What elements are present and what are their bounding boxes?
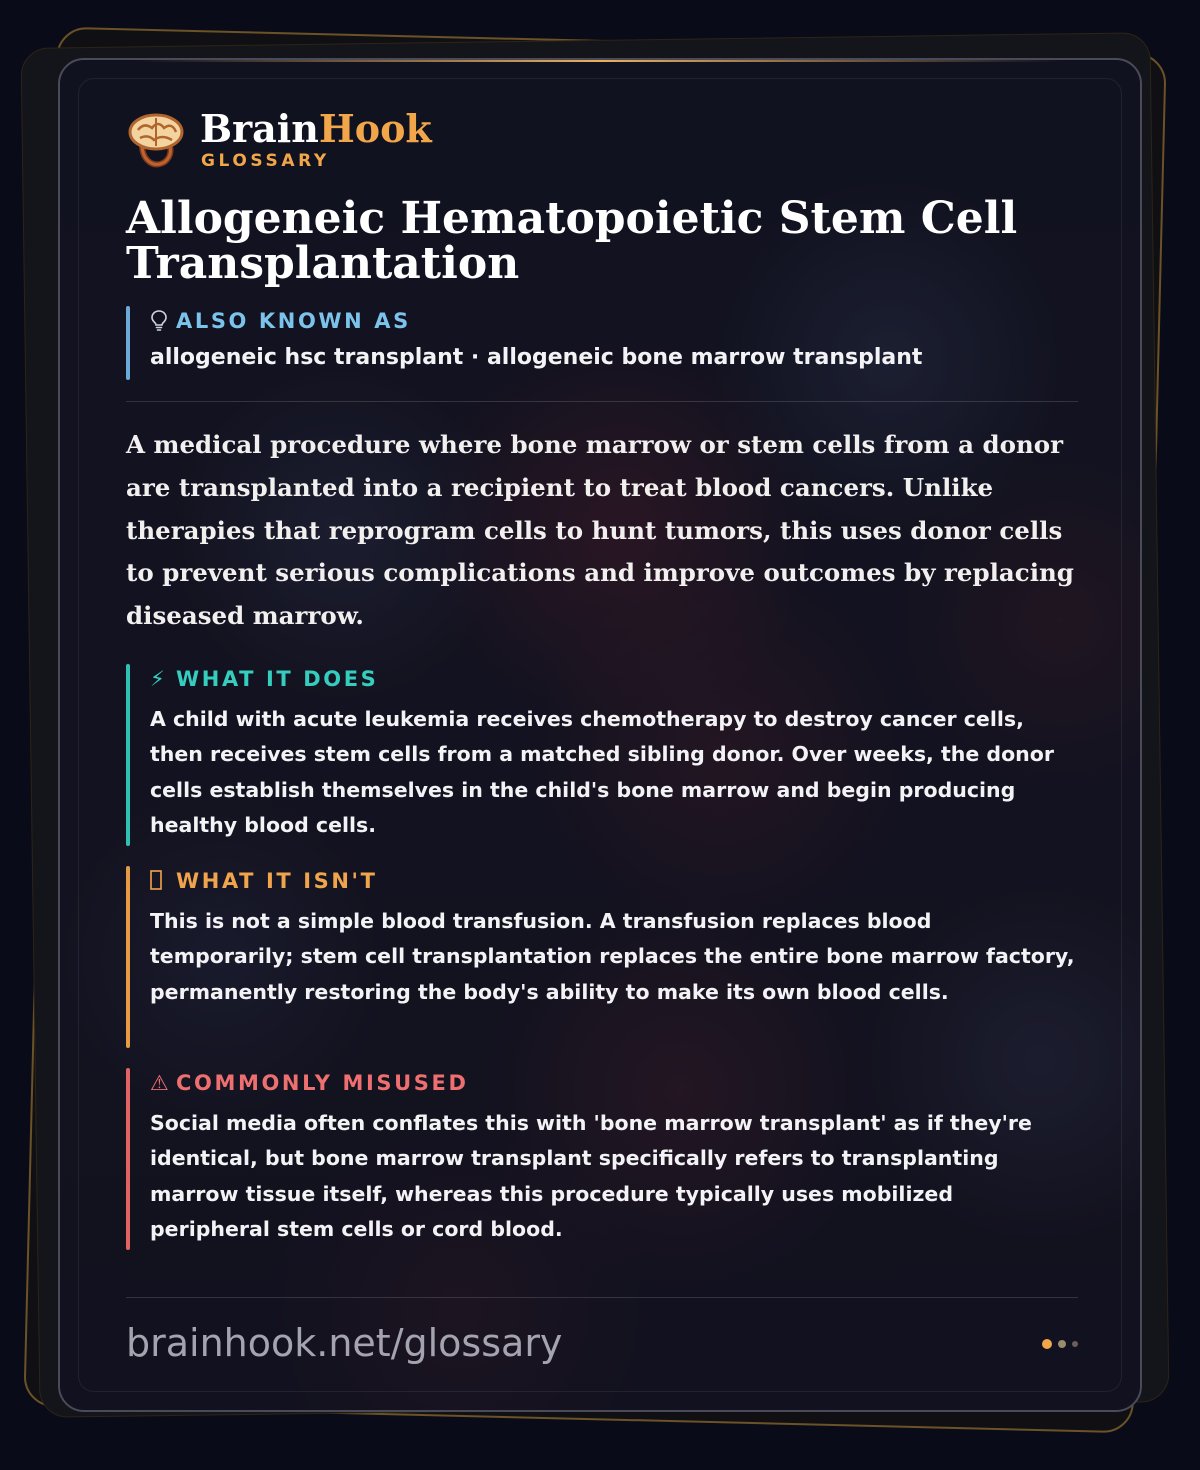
card-top-accent-line	[140, 60, 1060, 62]
what-it-isnt-heading	[150, 866, 1078, 896]
commonly-misused-text: Social media often conflates this with 'bone marrow transplant' as if they're identical, but bone marrow transplant specifically refers to transplanting marrow tissue itself, whereas this procedure typically uses mobilized peripheral stem cells or cord blood.	[150, 1111, 1032, 1241]
also-known-as-heading-text: ALSO KNOWN AS	[176, 309, 411, 333]
brand-name-brain: Brain	[200, 106, 319, 151]
commonly-misused-heading-text: COMMONLY MISUSED	[176, 1071, 469, 1095]
also-known-as-accent-bar	[126, 306, 130, 380]
header-divider	[126, 401, 1078, 402]
lightbulb-icon	[150, 306, 176, 336]
what-it-isnt-heading-text: WHAT IT ISN'T	[176, 869, 378, 893]
commonly-misused-heading	[150, 1068, 1078, 1098]
what-it-does-section	[126, 664, 1078, 846]
lightning-icon: ⚡	[150, 667, 168, 691]
warning-icon: ⚠	[150, 1071, 172, 1095]
what-it-does-accent-bar	[126, 664, 130, 846]
also-known-as-heading	[150, 306, 1078, 336]
term-definition: A medical procedure where bone marrow or stem cells from a donor are transplanted into a recipient to treat blood cancers. Unlike therapies that reprogram cells to hunt tumors, this uses donor cells to prevent serious complications and improve outcomes by replacing diseased marrow.	[126, 430, 1074, 631]
what-it-isnt-text: This is not a simple blood transfusion. A transfusion replaces blood temporarily; stem cell transplantation replaces the entire bone marrow factory, permanently restoring the body's ability to make its own blood cells.	[150, 909, 1075, 1004]
footer-divider	[126, 1297, 1078, 1298]
what-it-isnt-accent-bar	[126, 866, 130, 1048]
commonly-misused-section	[126, 1068, 1078, 1250]
brain-hook-logo-icon	[126, 110, 186, 170]
pagination-dot	[1058, 1340, 1066, 1348]
footer-url: brainhook.net/glossary	[126, 1321, 563, 1365]
glossary-card	[58, 58, 1142, 1412]
what-it-does-heading	[150, 664, 1078, 694]
brand-name-hook: Hook	[318, 106, 432, 151]
brand-tagline: GLOSSARY	[201, 151, 330, 171]
commonly-misused-accent-bar	[126, 1068, 130, 1250]
brand-name	[200, 106, 432, 152]
also-known-as-section	[126, 306, 1078, 380]
also-known-as-text: allogeneic hsc transplant · allogeneic bone marrow transplant	[150, 345, 923, 370]
what-it-does-text: A child with acute leukemia receives chemotherapy to destroy cancer cells, then receives stem cells from a matched sibling donor. Over weeks, the donor cells establish themselves in the child's bone marrow and begin producing healthy blood cells.	[150, 707, 1054, 837]
term-title: Allogeneic Hematopoietic Stem Cell Transplantation	[126, 193, 1018, 289]
what-it-isnt-section	[126, 866, 1078, 1048]
what-it-does-heading-text: WHAT IT DOES	[176, 667, 379, 691]
pagination-dot	[1072, 1341, 1078, 1347]
pagination-dots	[1038, 1338, 1078, 1350]
pagination-dot-active	[1042, 1339, 1052, 1349]
missing-glyph-icon	[150, 866, 176, 896]
brand-header	[126, 106, 526, 176]
